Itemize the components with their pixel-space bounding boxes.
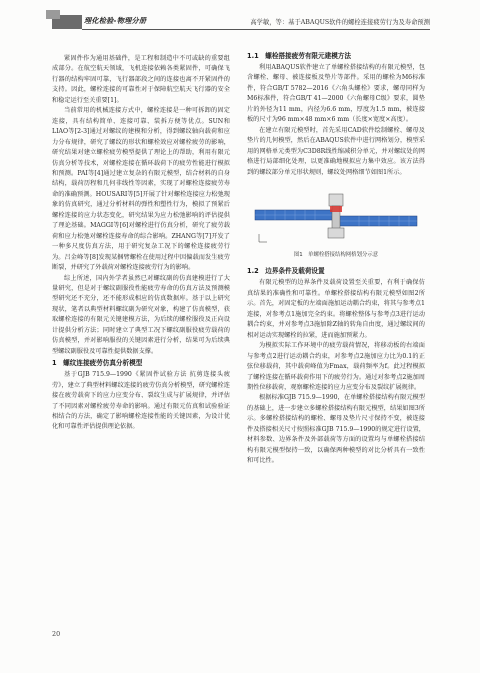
left-column: [52, 54, 230, 433]
header-rule: [82, 29, 430, 30]
page-header: [0, 0, 480, 34]
journal-logo-text: 理化检验-物理分册: [84, 16, 147, 25]
section-heading: 1.1 螺栓搭接疲劳有限元建模方法: [247, 52, 351, 60]
journal-logo-icon: [52, 15, 82, 29]
paragraph: 为模拟实际工作环境中的疲劳载荷情况，将移动板的右端面与参考点2进行运动耦合约束，对参考点2施加应力比为0.1的正弦位移载荷，其中载荷峰值为Fmax，载荷频率为f。此过程模拟了螺栓连接在循环载荷作用下的疲劳行为。通过对参考点2施加周期性位移载荷，观察螺栓连接的应力应变分布及裂纹扩展规律。: [247, 342, 425, 391]
running-title: 高学敏，等：基于ABAQUS软件的螺栓连接疲劳行为及寿命预测: [250, 19, 430, 26]
section-heading: 1 螺纹连接疲劳仿真分析模型: [52, 359, 143, 368]
page-number: 20: [52, 630, 61, 638]
paragraph: 紧固件作为通用基础件，是工程和制造中不可或缺的重要组成部分。在航空航天领域，飞机连接依赖各类紧固件，可确保飞行器的结构牢固可靠，飞行器部段之间的连接也离不开紧固件的支持。因此，螺栓连接的可靠性对于保障航空航天飞行器的安全和稳定运行至关重要[1]。: [52, 55, 230, 104]
paragraph: 当前常用的机械连接方式中，螺栓连接是一种可拆卸的固定连接，具有结构简单、连接可靠、装拆方便等优点。SUN和LIAO等[2-3]通过对螺纹的建模和分析，得到螺纹轴向载荷和应力分布规律，研究了螺纹的形状和螺栓效应对螺栓疲劳的影响，研究结果对建立螺栓疲劳模型提供了理论上的帮助，利用有限元仿真分析等技术，对螺栓连接在循环载荷下的疲劳性能进行模拟和预测。PAI等[4]通过建立复杂的有限元模型，结合材料的自身结构，载荷历程和几何非线性等因素，实现了对螺栓连接疲劳寿命的准确预测。HOUSARI等[5]开展了针对螺栓连接应力松弛现象的仿真研究，通过分析材料的弹性和塑性行为，模拟了预紧后螺栓连接的应力状态变化，研究结果为应力松弛影响的评估提供了理论基础。MAGGI等[6]对螺栓进行仿真分析，研究了疲劳载荷和应力松弛对螺栓连接寿命的综合影响。ZHANG等[7]开发了一种多尺度仿真方法，用于研究复杂工况下的螺栓连接疲劳行为。吕金峰等[8]发现某捆臂螺栓在使用过程中因偏载而发生疲劳断裂，并研究了外载荷对螺栓连接疲劳行为的影响。: [52, 107, 230, 272]
figure-1-mesh-image: [247, 184, 425, 248]
paragraph: 利用ABAQUS软件建立了单螺栓搭接结构的有限元模型，包含螺栓、螺母、被连接板及垫片等部件。采用的螺栓为M6标准件，符合GB/T 5782—2016《六角头螺栓》要求，螺母同样为M6标准件，符合GB/T 41—2000《六角螺母C级》要求，圆垫片的外径为11 mm，内径为6.6 mm，厚度为1.5 mm，被连接板的尺寸为96 mm×48 mm×6 mm（长度×宽度×高度）。: [247, 64, 425, 124]
paragraph: 综上所述，国内外学者虽然已对螺纹副的仿真建模进行了大量研究，但是对于螺纹副服役性能疲劳寿命的仿真方法及预测模型研究还不充分，还不能形成相应的仿真数据库。基于以上研究现状，笔者以典型材料螺纹副为研究对象，构建了仿真模型，获取螺栓连接的有限元关键建模方法，为后续的螺栓服役及正向设计提供分析方法；同时建立了典型工况下螺纹副服役疲劳载荷的仿真模型，并对影响服役的关键因素进行分析，结果可为后续典型螺纹副服役及可靠性提供数据支撑。: [52, 274, 230, 355]
paragraph: 在建立有限元模型时，首先采用CAD软件绘制螺栓、螺母及垫片的几何模型，然后在ABAQUS软件中进行网格划分，模型采用的网格单元类型为C3D8R线性缩减积分单元，并对螺纹处的网格进行局部细化处理，以更准确地模拟应力集中效应。该方法得到的螺纹部分单元形状规则，螺纹处网格细节如图1所示。: [247, 126, 425, 176]
paragraph: 根据标准GJB 715.9—1990，在单螺栓搭接结构有限元模型的基础上，进一步建立多螺栓搭接结构有限元模型，结果如图3所示。多螺栓搭接结构的螺栓、螺母及垫片尺寸保持不变，被连接件及搭接相关尺寸按照标准GJB 715.9—1990的规定进行设置，材料参数、边界条件及外部载荷等方面的设置均与单螺栓搭接结构有限元模型保持一致，以确保两种模型的对比分析具有一致性和可比性。: [247, 394, 425, 465]
bolt-mesh-figure: [247, 184, 425, 248]
paragraph: 基于GJB 715.9—1990《紧固件试验方法 抗剪连接头疲劳》，建立了典型材料螺纹连接的疲劳仿真分析模型，研究螺栓连接在疲劳载荷下的应力应变分布、裂纹生成与扩展规律，并评估了不同因素对螺栓疲劳寿命的影响。通过有限元仿真和试验验证相结合的方法，确定了影响螺栓连接性能的关键因素，为设计优化和可靠性评估提供理论依据。: [52, 371, 230, 431]
section-heading: 1.2 边界条件及载荷设置: [247, 267, 325, 276]
figure-caption: 图1 单螺栓搭接结构网格划分示意: [293, 251, 379, 258]
paragraph: 有限元模型的边界条件及载荷设置至关重要，有利于确保仿真结果的准确性和可靠性。单螺栓搭接结构有限元模型如图2所示。首先，对固定板的左端面施加运动耦合约束，将其与参考点1连接，对参考点1施加完全约束。将螺栓整体与参考点3进行运动耦合约束，并对参考点3施加除Z轴的转角自由度，通过螺纹间的相对运动实现螺栓的拉紧，进而施加预紧力。: [247, 279, 425, 339]
right-column: [247, 50, 425, 467]
